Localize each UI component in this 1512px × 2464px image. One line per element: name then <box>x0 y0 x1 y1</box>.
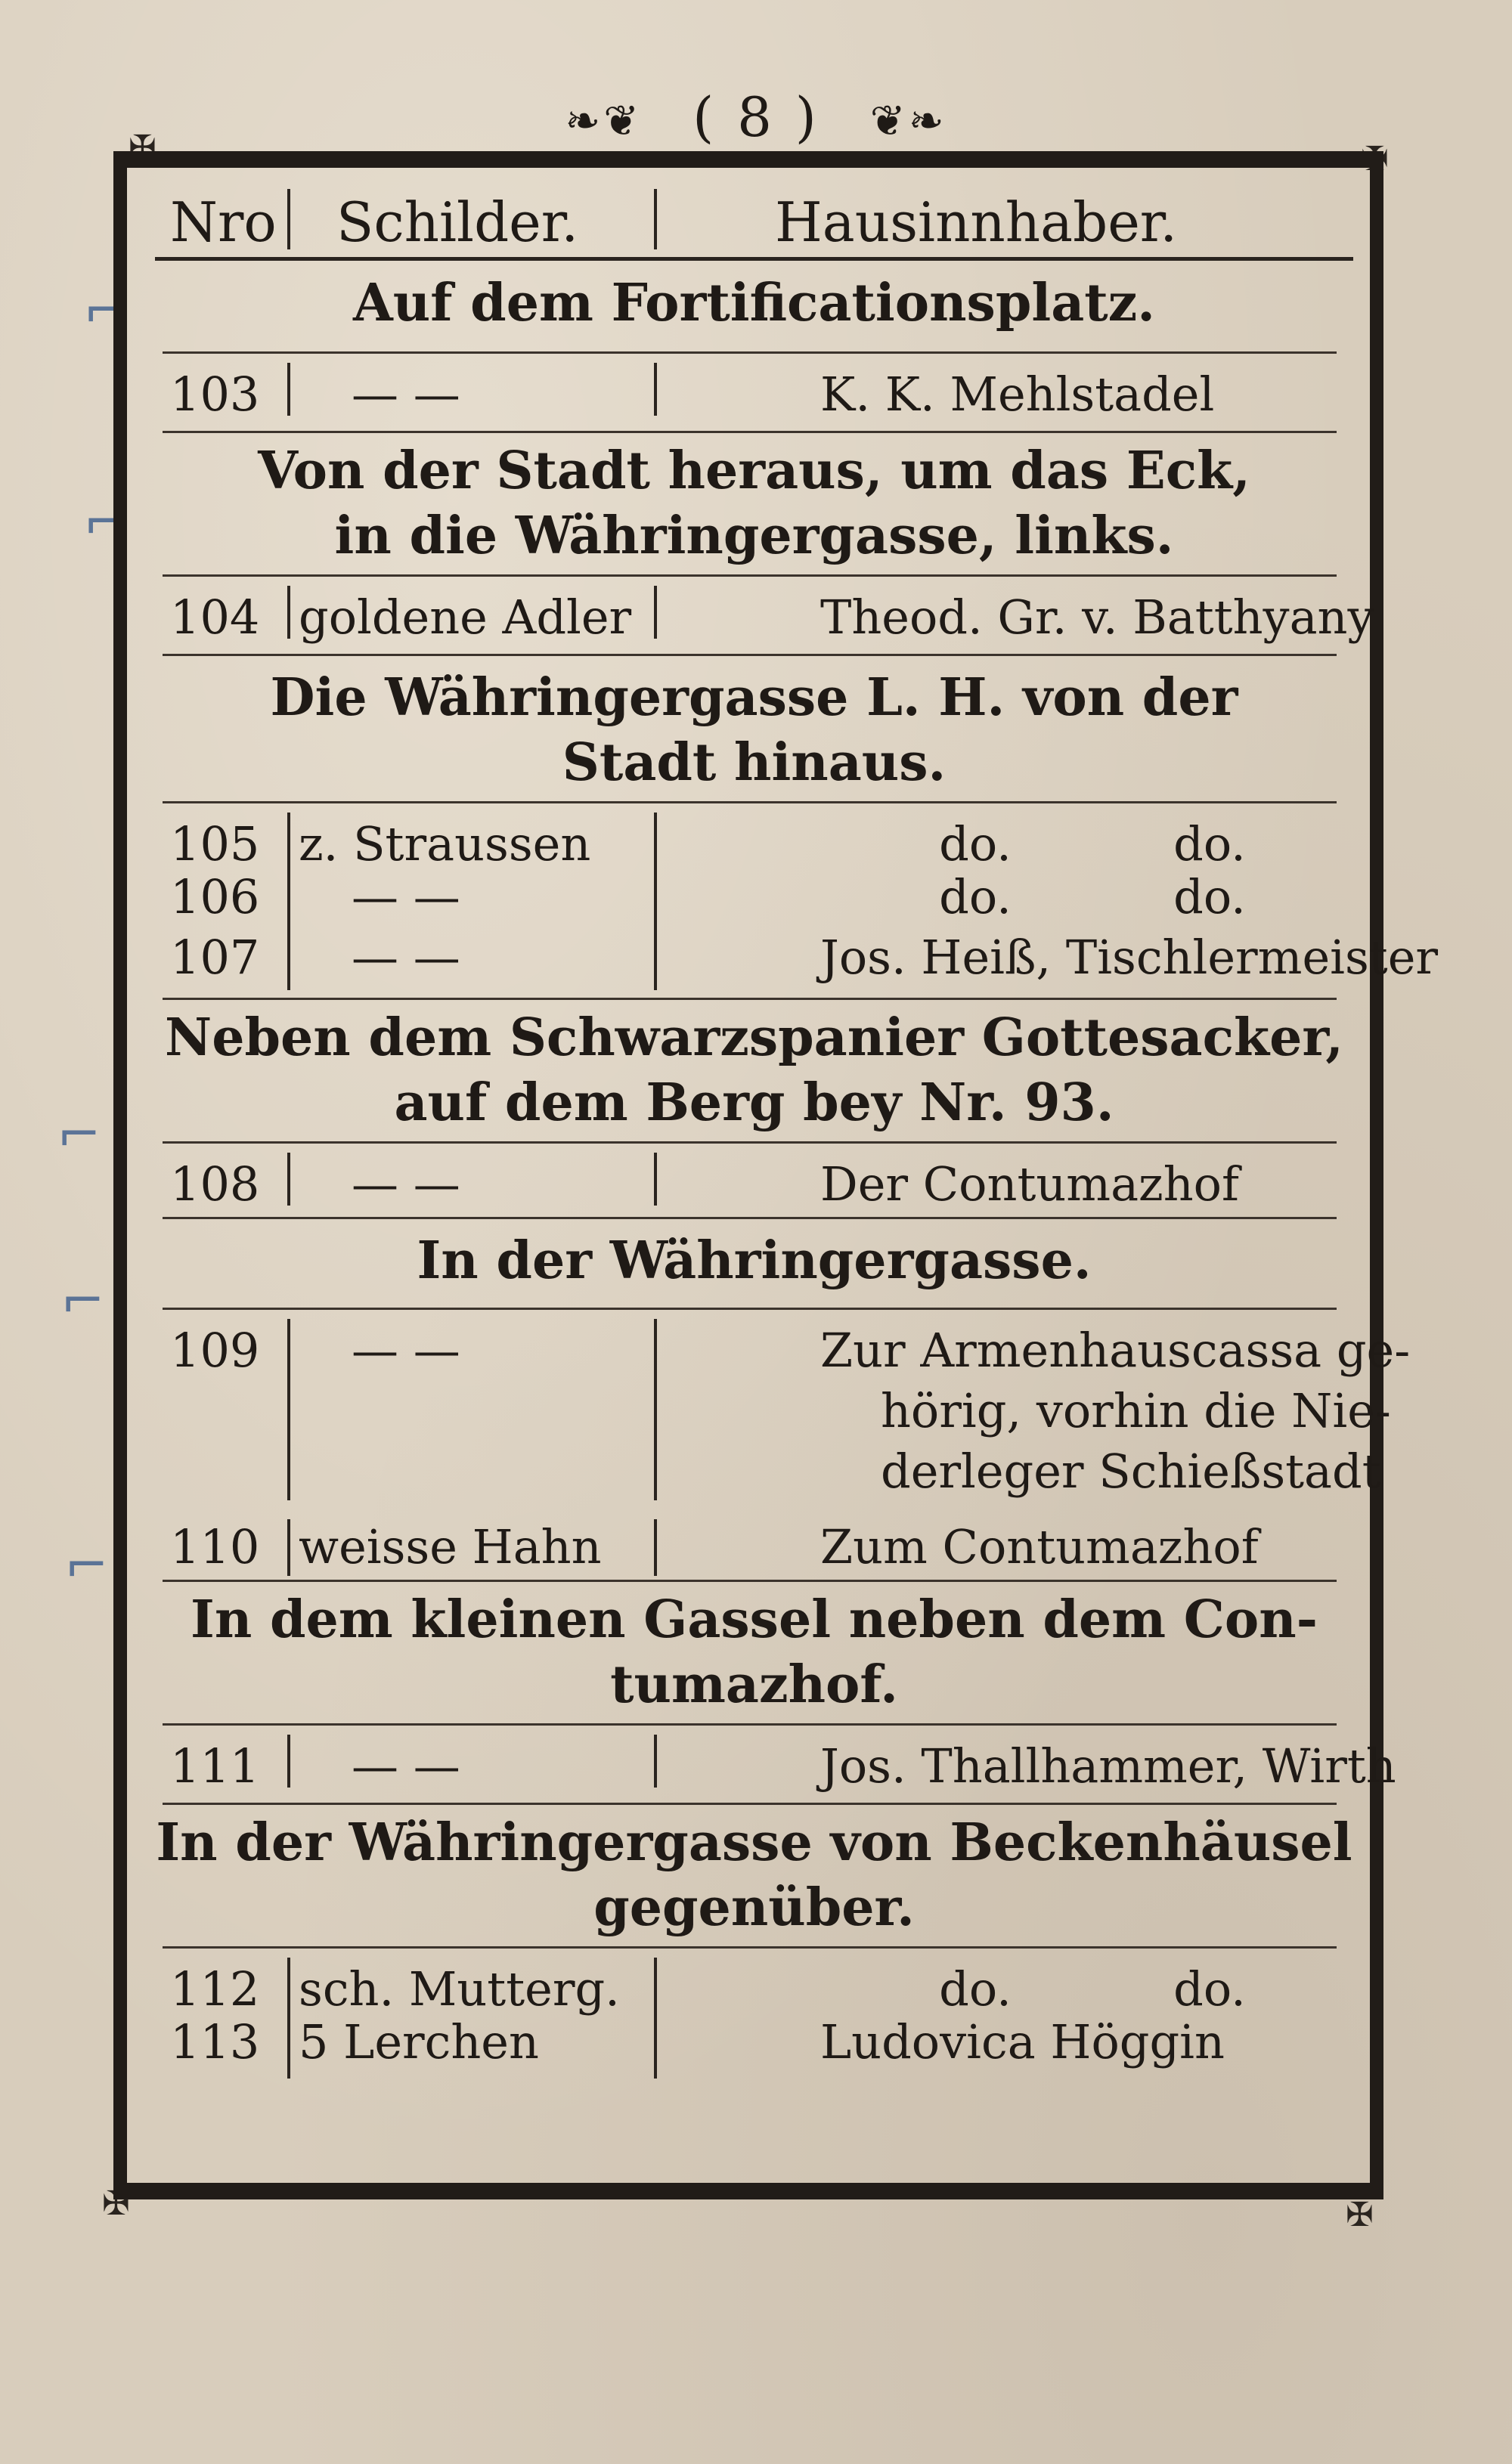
table-row: 108 — — Der Contumazhof <box>170 1156 1239 1212</box>
section-heading: In dem kleinen Gassel neben dem Con- tumazhof. <box>191 1590 1318 1715</box>
table-row: 111 — — Jos. Thallhammer, Wirth <box>170 1738 1396 1794</box>
section-heading: Die Währingergasse L. H. von der Stadt hinaus. <box>270 667 1238 793</box>
left-ornament-icon: ❧❦ <box>565 97 643 146</box>
corner-ornament-icon: ✠ <box>102 2184 130 2223</box>
pencil-mark-icon: ⌐ <box>83 491 128 553</box>
table-row: 107 — — Jos. Heiß, Tischlermeister <box>170 930 1439 985</box>
table-row: 104 goldene Adler Theod. Gr. v. Batthyany <box>170 590 1374 645</box>
table-row: 106 — — do. do. <box>170 869 1246 924</box>
section-heading: Auf dem Fortificationsplatz. <box>353 273 1155 333</box>
section-heading: In der Währingergasse von Beckenhäusel gegenüber. <box>156 1812 1352 1938</box>
header-schilder: Schilder. <box>336 190 579 254</box>
right-ornament-icon: ❦❧ <box>869 97 947 146</box>
table-row: 113 5 Lerchen Ludovica Höggin <box>170 2014 1225 2069</box>
pencil-mark-icon: ⌐ <box>83 280 128 342</box>
table-row: 110 weisse Hahn Zum Contumazhof <box>170 1519 1259 1574</box>
table-header <box>155 181 1353 257</box>
pencil-mark-icon: ⌐ <box>64 1534 109 1596</box>
pencil-mark-icon: ⌐ <box>57 1104 101 1165</box>
corner-ornament-icon: ✠ <box>129 128 156 167</box>
table-row: 103 — — K. K. Mehlstadel <box>170 367 1215 422</box>
house-register-table <box>155 181 1439 2177</box>
corner-ornament-icon: ✠ <box>1346 2196 1374 2234</box>
pencil-mark-icon: ⌐ <box>60 1270 105 1332</box>
table-row: 112 sch. Mutterg. do. do. <box>170 1961 1246 2017</box>
page-header <box>0 76 1512 159</box>
section-heading: In der Währingergasse. <box>417 1230 1092 1291</box>
table-row: 105 z. Straussen do. do. <box>170 816 1246 871</box>
section-heading: Neben dem Schwarzspanier Gottesacker, auf dem Berg bey Nr. 93. <box>165 1008 1343 1133</box>
header-nr: Nro <box>170 190 277 254</box>
corner-ornament-icon: ✠ <box>1361 140 1389 178</box>
table-row: 109 — — Zur Armenhauscassa ge- hörig, vorhin die Nie- derleger Schießstadt <box>170 1323 1411 1499</box>
header-owner: Hausinnhaber. <box>775 190 1178 254</box>
page-number: ( 8 ) <box>692 85 820 149</box>
section-heading: Von der Stadt heraus, um das Eck, in die Währingergasse, links. <box>258 441 1250 566</box>
